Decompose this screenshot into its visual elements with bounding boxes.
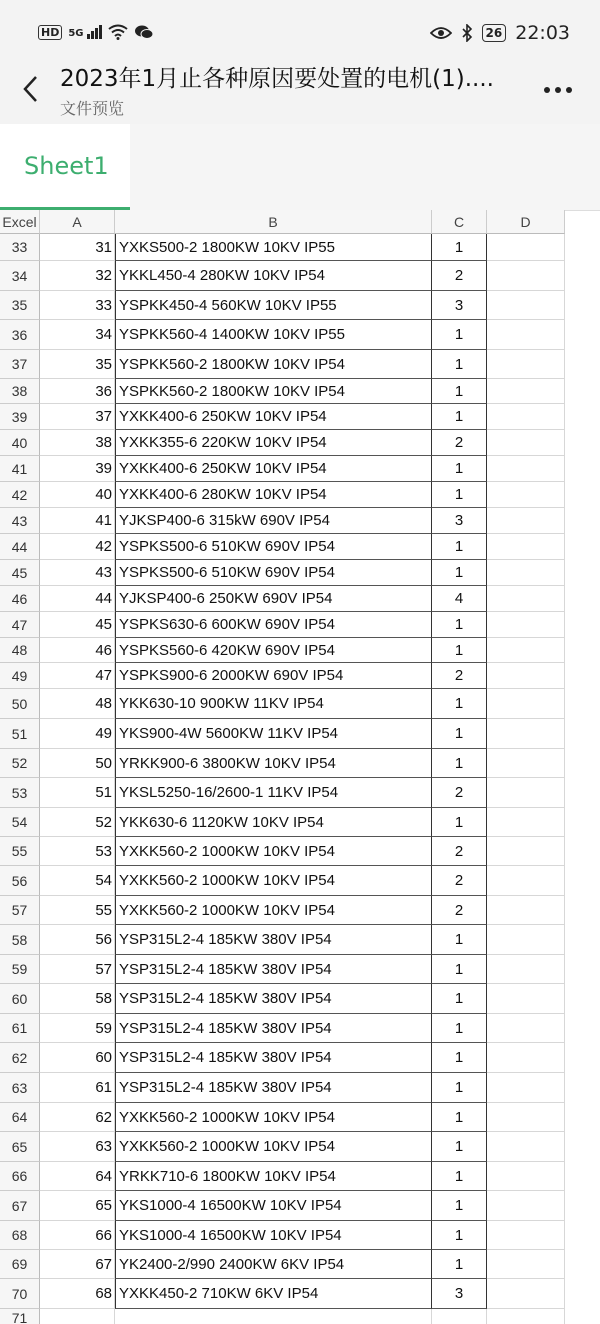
signal-icon <box>68 25 101 39</box>
more-icon[interactable] <box>540 76 576 100</box>
cell-b[interactable]: YKS900-4W 5600KW 11KV IP54 <box>115 719 432 749</box>
cell-a[interactable]: 45 <box>40 612 115 638</box>
cell-a[interactable]: 52 <box>40 808 115 837</box>
row-header[interactable]: 47 <box>0 612 40 638</box>
cell-d[interactable] <box>487 866 565 896</box>
cell-d[interactable] <box>487 534 565 560</box>
eye-icon <box>430 26 452 40</box>
cell-c[interactable]: 1 <box>432 1162 487 1191</box>
cell-c[interactable]: 1 <box>432 955 487 984</box>
row-header[interactable]: 46 <box>0 586 40 612</box>
cell-a[interactable]: 34 <box>40 320 115 350</box>
cell-b[interactable]: YKSL5250-16/2600-1 11KV IP54 <box>115 778 432 808</box>
cell-a[interactable]: 41 <box>40 508 115 534</box>
row-header[interactable]: 35 <box>0 291 40 320</box>
cell-c[interactable]: 2 <box>432 663 487 689</box>
grid-corner: Excel <box>0 210 40 234</box>
row-header[interactable]: 55 <box>0 837 40 866</box>
cell-d[interactable] <box>487 1132 565 1162</box>
battery-level: 26 <box>485 26 503 40</box>
cell-a[interactable]: 65 <box>40 1191 115 1221</box>
cell-b[interactable]: YSPKK560-2 1800KW 10KV IP54 <box>115 350 432 379</box>
cell-b[interactable]: YXKK355-6 220KW 10KV IP54 <box>115 430 432 456</box>
cell-a[interactable]: 64 <box>40 1162 115 1191</box>
cell-d[interactable] <box>487 456 565 482</box>
column-header-c[interactable]: C <box>432 210 487 234</box>
cell-c[interactable]: 1 <box>432 808 487 837</box>
cell-b[interactable]: YSPKS500-6 510KW 690V IP54 <box>115 534 432 560</box>
cell-a[interactable]: 58 <box>40 984 115 1014</box>
cell-a[interactable]: 59 <box>40 1014 115 1043</box>
row-header[interactable]: 51 <box>0 719 40 749</box>
cell-a[interactable] <box>40 1309 115 1324</box>
cell-b[interactable]: YRKK900-6 3800KW 10KV IP54 <box>115 749 432 778</box>
cell-b[interactable]: YKS1000-4 16500KW 10KV IP54 <box>115 1191 432 1221</box>
chevron-left-icon[interactable] <box>20 74 42 104</box>
row-header[interactable]: 65 <box>0 1132 40 1162</box>
cell-d[interactable] <box>487 778 565 808</box>
cell-a[interactable]: 50 <box>40 749 115 778</box>
cell-a[interactable]: 66 <box>40 1221 115 1250</box>
cell-d[interactable] <box>487 1073 565 1103</box>
cell-c[interactable]: 1 <box>432 456 487 482</box>
cell-d[interactable] <box>487 689 565 719</box>
cell-c[interactable]: 1 <box>432 1191 487 1221</box>
cell-a[interactable]: 48 <box>40 689 115 719</box>
row-header[interactable]: 34 <box>0 261 40 291</box>
page-subtitle: 文件预览 <box>60 99 125 118</box>
cell-b[interactable]: YJKSP400-6 315kW 690V IP54 <box>115 508 432 534</box>
cell-a[interactable]: 61 <box>40 1073 115 1103</box>
cell-b[interactable]: YKK630-6 1120KW 10KV IP54 <box>115 808 432 837</box>
cell-a[interactable]: 32 <box>40 261 115 291</box>
cell-d[interactable] <box>487 1043 565 1073</box>
row-header[interactable]: 38 <box>0 379 40 404</box>
cell-a[interactable]: 40 <box>40 482 115 508</box>
row-header[interactable]: 62 <box>0 1043 40 1073</box>
cell-a[interactable]: 33 <box>40 291 115 320</box>
page-title: 2023年1月止各种原因要处置的电机(1).... <box>60 66 494 92</box>
cell-c[interactable]: 2 <box>432 778 487 808</box>
row-header[interactable]: 56 <box>0 866 40 896</box>
column-header-a[interactable]: A <box>40 210 115 234</box>
row-header[interactable]: 57 <box>0 896 40 925</box>
row-header[interactable]: 67 <box>0 1191 40 1221</box>
row-header[interactable]: 68 <box>0 1221 40 1250</box>
cell-d[interactable] <box>487 320 565 350</box>
row-header[interactable]: 50 <box>0 689 40 719</box>
cell-d[interactable] <box>487 586 565 612</box>
clock: 22:03 <box>515 22 570 44</box>
cell-c[interactable]: 1 <box>432 404 487 430</box>
cell-b[interactable]: YXKK560-2 1000KW 10KV IP54 <box>115 866 432 896</box>
cell-d[interactable] <box>487 508 565 534</box>
cell-a[interactable]: 35 <box>40 350 115 379</box>
row-header[interactable]: 33 <box>0 234 40 261</box>
cell-b[interactable]: YSP315L2-4 185KW 380V IP54 <box>115 1073 432 1103</box>
cell-c[interactable]: 2 <box>432 430 487 456</box>
cell-a[interactable]: 42 <box>40 534 115 560</box>
cell-a[interactable]: 60 <box>40 1043 115 1073</box>
cell-d[interactable] <box>487 719 565 749</box>
cell-b[interactable]: YSP315L2-4 185KW 380V IP54 <box>115 955 432 984</box>
row-header[interactable]: 49 <box>0 663 40 689</box>
cell-a[interactable]: 49 <box>40 719 115 749</box>
cell-c[interactable]: 1 <box>432 1250 487 1279</box>
row-header[interactable]: 45 <box>0 560 40 586</box>
cell-a[interactable]: 55 <box>40 896 115 925</box>
cell-b[interactable]: YSPKS560-6 420KW 690V IP54 <box>115 638 432 663</box>
title-bar <box>0 46 600 124</box>
row-header[interactable]: 58 <box>0 925 40 955</box>
row-header[interactable]: 44 <box>0 534 40 560</box>
cell-a[interactable]: 63 <box>40 1132 115 1162</box>
cell-c[interactable]: 1 <box>432 482 487 508</box>
cell-c[interactable]: 1 <box>432 379 487 404</box>
cell-a[interactable]: 36 <box>40 379 115 404</box>
cell-a[interactable]: 43 <box>40 560 115 586</box>
cell-b[interactable]: YXKK560-2 1000KW 10KV IP54 <box>115 896 432 925</box>
cell-c[interactable]: 3 <box>432 508 487 534</box>
cell-c[interactable]: 1 <box>432 1221 487 1250</box>
cell-d[interactable] <box>487 482 565 508</box>
row-header[interactable]: 52 <box>0 749 40 778</box>
row-header[interactable]: 64 <box>0 1103 40 1132</box>
cell-b[interactable]: YJKSP400-6 250KW 690V IP54 <box>115 586 432 612</box>
row-header[interactable]: 70 <box>0 1279 40 1309</box>
cell-d[interactable] <box>487 379 565 404</box>
cell-b[interactable]: YKS1000-4 16500KW 10KV IP54 <box>115 1221 432 1250</box>
cell-c[interactable]: 1 <box>432 719 487 749</box>
column-header-b[interactable]: B <box>115 210 432 234</box>
row-header[interactable]: 43 <box>0 508 40 534</box>
cell-d[interactable] <box>487 1250 565 1279</box>
cell-d[interactable] <box>487 1279 565 1309</box>
row-header[interactable]: 37 <box>0 350 40 379</box>
cell-b[interactable]: YXKK400-6 250KW 10KV IP54 <box>115 404 432 430</box>
cell-a[interactable]: 54 <box>40 866 115 896</box>
row-header[interactable]: 59 <box>0 955 40 984</box>
row-header[interactable]: 66 <box>0 1162 40 1191</box>
cell-c[interactable]: 1 <box>432 1014 487 1043</box>
cell-c[interactable] <box>432 1309 487 1324</box>
cell-b[interactable]: YSPKS630-6 600KW 690V IP54 <box>115 612 432 638</box>
cell-b[interactable]: YSP315L2-4 185KW 380V IP54 <box>115 925 432 955</box>
cell-c[interactable]: 2 <box>432 896 487 925</box>
cell-c[interactable]: 1 <box>432 1103 487 1132</box>
cell-a[interactable]: 37 <box>40 404 115 430</box>
row-header[interactable]: 60 <box>0 984 40 1014</box>
cell-b[interactable]: YKKL450-4 280KW 10KV IP54 <box>115 261 432 291</box>
cell-d[interactable] <box>487 1103 565 1132</box>
wifi-icon <box>108 24 128 40</box>
cell-d[interactable] <box>487 1191 565 1221</box>
cell-c[interactable]: 1 <box>432 350 487 379</box>
sheet-tab-bar <box>0 124 600 211</box>
row-header[interactable]: 54 <box>0 808 40 837</box>
row-header[interactable]: 36 <box>0 320 40 350</box>
cell-d[interactable] <box>487 896 565 925</box>
row-header[interactable]: 40 <box>0 430 40 456</box>
cell-b[interactable]: YXKS500-2 1800KW 10KV IP55 <box>115 234 432 261</box>
cell-b[interactable]: YXKK560-2 1000KW 10KV IP54 <box>115 837 432 866</box>
cell-a[interactable]: 46 <box>40 638 115 663</box>
cell-c[interactable]: 1 <box>432 638 487 663</box>
row-header[interactable]: 71 <box>0 1309 40 1324</box>
cell-c[interactable]: 1 <box>432 1132 487 1162</box>
cell-b[interactable] <box>115 1309 432 1324</box>
cell-a[interactable]: 47 <box>40 663 115 689</box>
cell-b[interactable]: YXKK560-2 1000KW 10KV IP54 <box>115 1103 432 1132</box>
cell-d[interactable] <box>487 1014 565 1043</box>
cell-d[interactable] <box>487 638 565 663</box>
hd-badge: HD <box>38 25 62 40</box>
cell-d[interactable] <box>487 404 565 430</box>
battery-icon <box>482 24 507 42</box>
cell-d[interactable] <box>487 430 565 456</box>
cell-b[interactable]: YXKK450-2 710KW 6KV IP54 <box>115 1279 432 1309</box>
row-header[interactable]: 69 <box>0 1250 40 1279</box>
cell-c[interactable]: 3 <box>432 291 487 320</box>
cell-c[interactable]: 2 <box>432 837 487 866</box>
cell-a[interactable]: 31 <box>40 234 115 261</box>
cell-a[interactable]: 67 <box>40 1250 115 1279</box>
cell-a[interactable]: 51 <box>40 778 115 808</box>
cell-a[interactable]: 38 <box>40 430 115 456</box>
cell-c[interactable]: 1 <box>432 925 487 955</box>
cell-a[interactable]: 39 <box>40 456 115 482</box>
cell-c[interactable]: 2 <box>432 866 487 896</box>
row-header[interactable]: 42 <box>0 482 40 508</box>
tab-label: Sheet1 <box>24 152 109 180</box>
cell-b[interactable]: YK2400-2/990 2400KW 6KV IP54 <box>115 1250 432 1279</box>
cell-d[interactable] <box>487 291 565 320</box>
cell-d[interactable] <box>487 560 565 586</box>
cell-d[interactable] <box>487 1221 565 1250</box>
row-header[interactable]: 48 <box>0 638 40 663</box>
cell-c[interactable]: 1 <box>432 1043 487 1073</box>
cell-b[interactable]: YXKK400-6 280KW 10KV IP54 <box>115 482 432 508</box>
cell-b[interactable]: YSPKK560-4 1400KW 10KV IP55 <box>115 320 432 350</box>
cell-d[interactable] <box>487 837 565 866</box>
cell-d[interactable] <box>487 955 565 984</box>
cell-d[interactable] <box>487 808 565 837</box>
row-header[interactable]: 61 <box>0 1014 40 1043</box>
cell-d[interactable] <box>487 261 565 291</box>
cell-d[interactable] <box>487 749 565 778</box>
cell-d[interactable] <box>487 984 565 1014</box>
cell-b[interactable]: YSPKK560-2 1800KW 10KV IP54 <box>115 379 432 404</box>
cell-d[interactable] <box>487 234 565 261</box>
row-header[interactable]: 53 <box>0 778 40 808</box>
cell-c[interactable]: 1 <box>432 689 487 719</box>
cell-a[interactable]: 62 <box>40 1103 115 1132</box>
cell-a[interactable]: 44 <box>40 586 115 612</box>
wechat-icon <box>134 24 154 40</box>
cell-b[interactable]: YSP315L2-4 185KW 380V IP54 <box>115 984 432 1014</box>
cell-a[interactable]: 53 <box>40 837 115 866</box>
cell-b[interactable]: YSP315L2-4 185KW 380V IP54 <box>115 1043 432 1073</box>
cell-c[interactable]: 1 <box>432 234 487 261</box>
cell-c[interactable]: 1 <box>432 1073 487 1103</box>
column-header-d[interactable]: D <box>487 210 565 234</box>
cell-c[interactable]: 4 <box>432 586 487 612</box>
cell-d[interactable] <box>487 925 565 955</box>
cell-d[interactable] <box>487 663 565 689</box>
cell-b[interactable]: YSP315L2-4 185KW 380V IP54 <box>115 1014 432 1043</box>
cell-b[interactable]: YXKK400-6 250KW 10KV IP54 <box>115 456 432 482</box>
cell-c[interactable]: 1 <box>432 612 487 638</box>
cell-d[interactable] <box>487 612 565 638</box>
row-header[interactable]: 63 <box>0 1073 40 1103</box>
cell-d[interactable] <box>487 1162 565 1191</box>
cell-b[interactable]: YSPKS500-6 510KW 690V IP54 <box>115 560 432 586</box>
cell-b[interactable]: YXKK560-2 1000KW 10KV IP54 <box>115 1132 432 1162</box>
cell-a[interactable]: 68 <box>40 1279 115 1309</box>
tab-sheet1[interactable] <box>0 124 130 210</box>
cell-d[interactable] <box>487 1309 565 1324</box>
bluetooth-icon <box>461 24 473 42</box>
cell-c[interactable]: 1 <box>432 749 487 778</box>
cell-c[interactable]: 1 <box>432 534 487 560</box>
cell-b[interactable]: YRKK710-6 1800KW 10KV IP54 <box>115 1162 432 1191</box>
cell-b[interactable]: YSPKS900-6 2000KW 690V IP54 <box>115 663 432 689</box>
cell-c[interactable]: 1 <box>432 320 487 350</box>
network-type: 5G <box>68 28 84 39</box>
cell-c[interactable]: 1 <box>432 560 487 586</box>
row-header[interactable]: 39 <box>0 404 40 430</box>
cell-a[interactable]: 56 <box>40 925 115 955</box>
cell-b[interactable]: YSPKK450-4 560KW 10KV IP55 <box>115 291 432 320</box>
cell-b[interactable]: YKK630-10 900KW 11KV IP54 <box>115 689 432 719</box>
cell-a[interactable]: 57 <box>40 955 115 984</box>
cell-c[interactable]: 3 <box>432 1279 487 1309</box>
cell-c[interactable]: 1 <box>432 984 487 1014</box>
cell-d[interactable] <box>487 350 565 379</box>
cell-c[interactable]: 2 <box>432 261 487 291</box>
row-header[interactable]: 41 <box>0 456 40 482</box>
spreadsheet-grid <box>0 210 600 1324</box>
